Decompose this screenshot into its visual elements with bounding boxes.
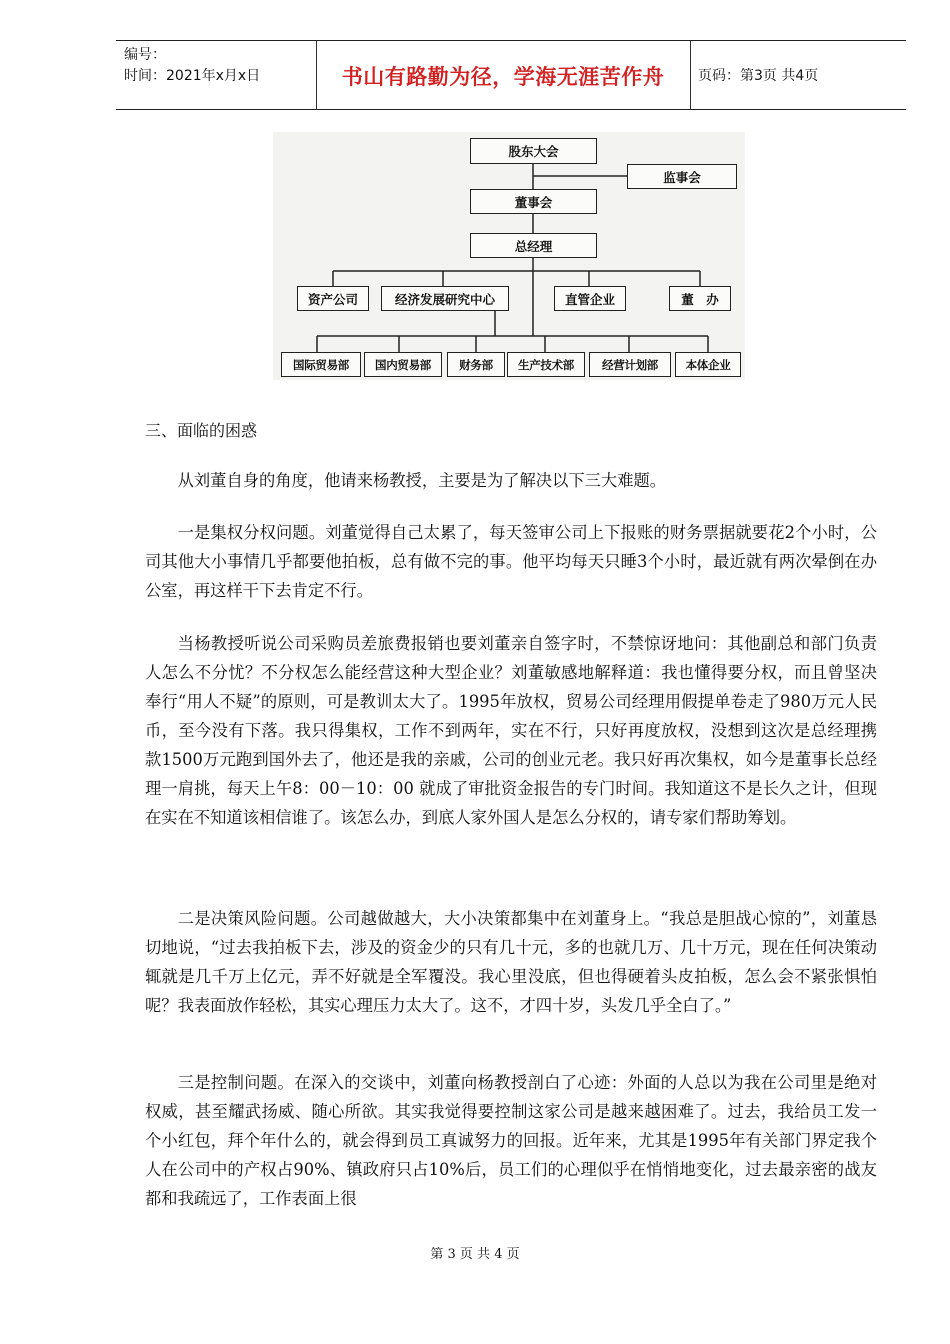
org-node-dept: 生产技术部	[507, 352, 585, 377]
org-node-shareholders: 股东大会	[470, 138, 597, 164]
page-header	[116, 40, 906, 110]
paragraph: 当杨教授听说公司采购员差旅费报销也要刘董亲自签字时，不禁惊讶地问：其他副总和部门负责人怎么不分忧？不分权怎么能经营这种大型企业？刘董敏感地解释道：我也懂得要分权，而且曾坚决奉行“用人不疑”的原则，可是教训太大了。1995年放权，贸易公司经理用假提单卷走了980万元人民币，至今没有下落。我只得集权，工作不到两年，实在不行，只好再度放权，没想到这次是总经理携款1500万元跑到国外去了，他还是我的亲戚，公司的创业元老。我只好再次集权，如今是董事长总经理一肩挑，每天上午8：00－10：00 就成了审批资金报告的专门时间。我知道这不是长久之计，但现在实在不知道该相信谁了。该怎么办，到底人家外国人是怎么分权的，请专家们帮助筹划。	[145, 634, 877, 827]
header-meta	[124, 45, 260, 87]
header-time-label: 时间：2021年x月x日	[124, 68, 261, 84]
org-node-supervisory-board: 监事会	[627, 164, 737, 189]
org-node-board-of-directors: 董事会	[470, 189, 597, 214]
org-node-dept: 财务部	[447, 352, 505, 377]
paragraph: 从刘董自身的角度，他请来杨教授，主要是为了解决以下三大难题。	[177, 471, 667, 490]
header-motto: 书山有路勤为径，学海无涯苦作舟	[341, 65, 665, 89]
org-node-dept: 国际贸易部	[281, 352, 361, 377]
paragraph: 三是控制问题。在深入的交谈中，刘董向杨教授剖白了心迹：外面的人总以为我在公司里是绝对权威，甚至耀武扬威、随心所欲。其实我觉得要控制这家公司是越来越困难了。过去，我给员工发一个小红包，拜个年什么的，就会得到员工真诚努力的回报。近年来，尤其是1995年有关部门界定我个人在公司中的产权占90%、镇政府只占10%后，员工们的心理似乎在悄悄地变化，过去最亲密的战友都和我疏远了，工作表面上很	[145, 1073, 877, 1208]
header-page-label: 页码：第3页 共4页	[698, 68, 819, 84]
org-node-general-manager: 总经理	[470, 233, 597, 258]
org-node-dept: 经营计划部	[589, 352, 671, 377]
org-node-dept: 国内贸易部	[364, 352, 442, 377]
paragraph: 二是决策风险问题。公司越做越大，大小决策都集中在刘董身上。“我总是胆战心惊的”，刘董恳切地说，“过去我拍板下去，涉及的资金少的只有几十元，多的也就几万、几十万元，现在任何决策动辄就是几千万上亿元，弄不好就是全军覆没。我心里没底，但也得硬着头皮拍板，怎么会不紧张惧怕呢？我表面放作轻松，其实心理压力太大了。这不，才四十岁，头发几乎全白了。”	[145, 909, 877, 1015]
header-divider	[690, 41, 691, 109]
section-title: 三、面临的困惑	[145, 421, 258, 440]
org-node-mid: 董 办	[669, 286, 731, 311]
org-node-mid: 经济发展研究中心	[381, 286, 509, 311]
page-footer: 第 3 页 共 4 页	[430, 1247, 520, 1262]
org-chart	[273, 132, 745, 380]
header-number-label: 编号：	[124, 47, 166, 63]
org-node-mid: 直管企业	[554, 286, 626, 311]
org-node-dept: 本体企业	[675, 352, 741, 377]
org-node-mid: 资产公司	[297, 286, 369, 311]
paragraph: 一是集权分权问题。刘董觉得自己太累了，每天签审公司上下报账的财务票据就要花2个小时，公司其他大小事情几乎都要他拍板，总有做不完的事。他平均每天只睡3个小时，最近就有两次晕倒在办公室，再这样干下去肯定不行。	[145, 523, 877, 600]
